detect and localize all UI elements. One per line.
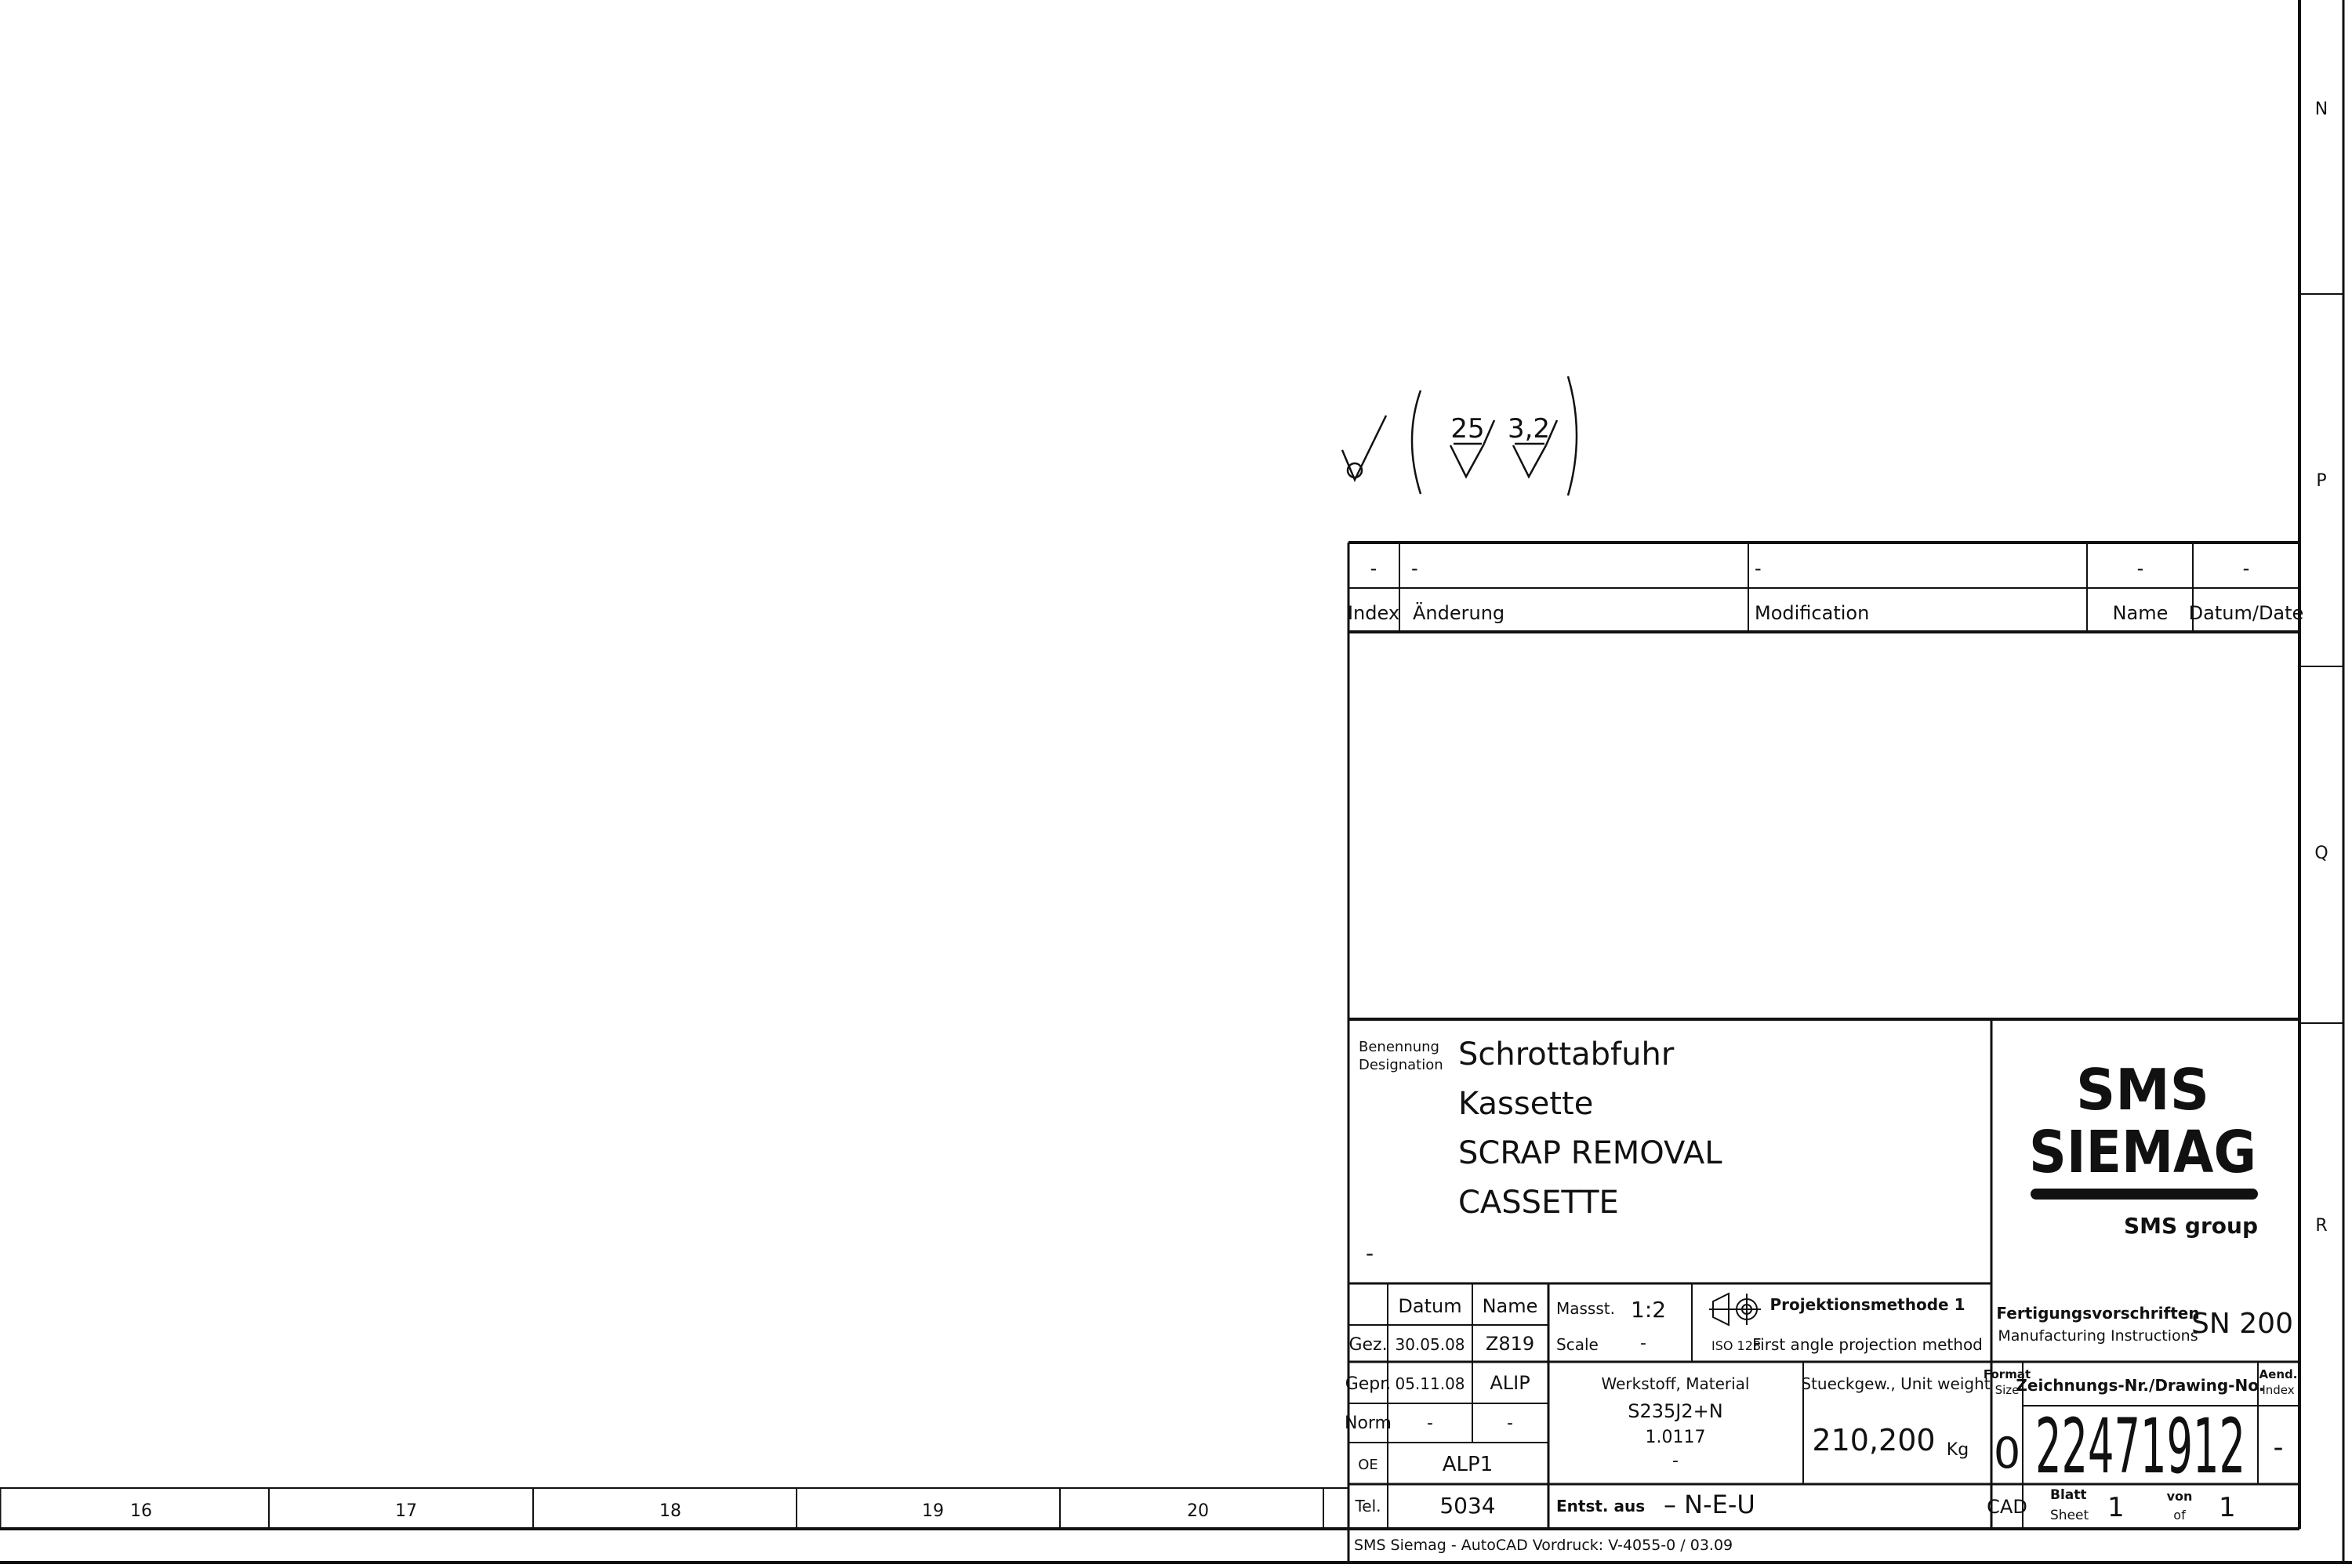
rev-entry-aenderung: - (1411, 557, 1418, 579)
scale-extra: - (1640, 1334, 1646, 1353)
surface-finish-symbol (1342, 376, 1577, 495)
sheet-total: 1 (2219, 1492, 2236, 1523)
approval-header-name: Name (1482, 1295, 1538, 1317)
weight-block (1801, 1374, 1990, 1460)
approval-row-label-norm: Norm (1344, 1414, 1392, 1433)
approval-gez-name: Z819 (1485, 1333, 1535, 1355)
designation-line-3: SCRAP REMOVAL (1458, 1135, 1722, 1171)
approval-oe-label: OE (1358, 1457, 1378, 1473)
finish-value-3-2: 3,2 (1507, 413, 1551, 445)
drawing-number-block (1984, 1367, 2298, 1490)
approval-gepr-datum: 05.11.08 (1395, 1374, 1465, 1393)
approval-tel-value: 5034 (1439, 1493, 1496, 1519)
rev-header-date: Datum/Date (2188, 602, 2304, 624)
aend-label-de: Aend. (2259, 1367, 2298, 1381)
zone-col-19: 19 (922, 1501, 944, 1521)
rev-entry-name: - (2136, 557, 2144, 579)
material-block (1602, 1374, 1750, 1471)
designation-label-de: Benennung (1359, 1039, 1439, 1055)
material-title: Werkstoff, Material (1601, 1374, 1750, 1393)
format-label-en: Size (1994, 1383, 2020, 1397)
aend-label-en: Index (2262, 1383, 2295, 1397)
scale-label-de: Massst. (1556, 1299, 1615, 1318)
bottom-row (1556, 1487, 2236, 1523)
approval-row-label-gepr: Gepr. (1345, 1374, 1392, 1394)
derived-from-label: Entst. aus (1556, 1497, 1646, 1515)
zone-row-n: N (2314, 100, 2328, 119)
designation-line-4: CASSETTE (1458, 1185, 1619, 1221)
manufacturing-value: SN 200 (2191, 1308, 2293, 1340)
weight-unit: Kg (1946, 1440, 1969, 1460)
approval-oe-value: ALP1 (1442, 1453, 1494, 1476)
approval-norm-datum: - (1427, 1414, 1433, 1433)
revision-table (1348, 557, 2303, 624)
designation-line-2: Kassette (1458, 1086, 1594, 1122)
logo-bar (2031, 1189, 2258, 1200)
material-grade: S235J2+N (1628, 1400, 1723, 1422)
designation-extra: - (1366, 1240, 1374, 1266)
finish-value-25: 25 (1450, 413, 1485, 445)
zone-row-r: R (2315, 1216, 2328, 1236)
drawing-no-value: 22471912 (2035, 1403, 2245, 1490)
manufacturing-block (1996, 1304, 2293, 1345)
approval-tel-label: Tel. (1355, 1497, 1381, 1515)
company-logo (2029, 1057, 2258, 1239)
projection-subtitle: First angle projection method (1752, 1335, 1983, 1354)
weight-value: 210,200 (1812, 1423, 1936, 1457)
scale-block (1556, 1297, 1666, 1354)
scale-label-en: Scale (1556, 1335, 1599, 1354)
cad-label: CAD (1987, 1496, 2027, 1518)
zone-column-labels (130, 1501, 1209, 1521)
zone-col-20: 20 (1187, 1501, 1209, 1521)
zone-col-17: 17 (395, 1501, 417, 1521)
form-footer: SMS Siemag - AutoCAD Vordruck: V-4055-0 / 03.09 (1354, 1537, 1733, 1554)
zone-row-labels (2314, 100, 2328, 1236)
rev-header-aenderung: Änderung (1413, 602, 1505, 624)
rev-header-modification: Modification (1755, 602, 1870, 624)
sheet-label-en: Sheet (2050, 1508, 2089, 1523)
zone-col-18: 18 (659, 1501, 681, 1521)
manufacturing-subtitle: Manufacturing Instructions (1998, 1327, 2198, 1345)
logo-sms-group: SMS group (2123, 1213, 2258, 1239)
projection-symbol-icon (1709, 1294, 1761, 1325)
manufacturing-title: Fertigungsvorschriften (1996, 1304, 2200, 1323)
format-value: 0 (1993, 1428, 2021, 1478)
format-label-de: Format (1983, 1367, 2031, 1381)
approval-norm-name: - (1507, 1414, 1513, 1433)
designation-block (1359, 1036, 1722, 1266)
scale-value: 1:2 (1631, 1297, 1667, 1323)
derived-from-value: – N-E-U (1664, 1490, 1755, 1519)
sheet-value: 1 (2107, 1492, 2125, 1523)
rev-entry-date: - (2242, 557, 2250, 579)
zone-row-p: P (2316, 471, 2327, 491)
designation-label-en: Designation (1359, 1057, 1443, 1073)
projection-block (1709, 1294, 1983, 1354)
drawing-no-label: Zeichnungs-Nr./Drawing-No. (2016, 1376, 2265, 1395)
material-number: 1.0117 (1645, 1428, 1706, 1447)
approval-header-datum: Datum (1398, 1295, 1462, 1317)
logo-sms: SMS (2076, 1057, 2209, 1123)
rev-header-name: Name (2112, 602, 2169, 624)
logo-siemag: SIEMAG (2029, 1119, 2256, 1186)
weight-title: Stueckgew., Unit weight (1801, 1374, 1991, 1393)
sheet-label-de: Blatt (2050, 1487, 2087, 1503)
aend-value: - (2273, 1432, 2284, 1464)
rev-entry-modification: - (1755, 557, 1762, 579)
zone-col-16: 16 (130, 1501, 152, 1521)
projection-title: Projektionsmethode 1 (1769, 1295, 1965, 1314)
rev-entry-index: - (1370, 557, 1377, 579)
sheet-of-en: of (2173, 1508, 2186, 1523)
approval-row-label-gez: Gez. (1348, 1335, 1388, 1355)
approval-gepr-name: ALIP (1490, 1372, 1530, 1394)
projection-iso: ISO 128 (1711, 1338, 1762, 1353)
rev-header-index: Index (1347, 602, 1400, 624)
zone-row-q: Q (2314, 844, 2328, 863)
designation-line-1: Schrottabfuhr (1458, 1036, 1675, 1073)
approval-gez-datum: 30.05.08 (1395, 1335, 1465, 1354)
material-extra: - (1672, 1451, 1679, 1471)
sheet-of-de: von (2166, 1489, 2193, 1504)
